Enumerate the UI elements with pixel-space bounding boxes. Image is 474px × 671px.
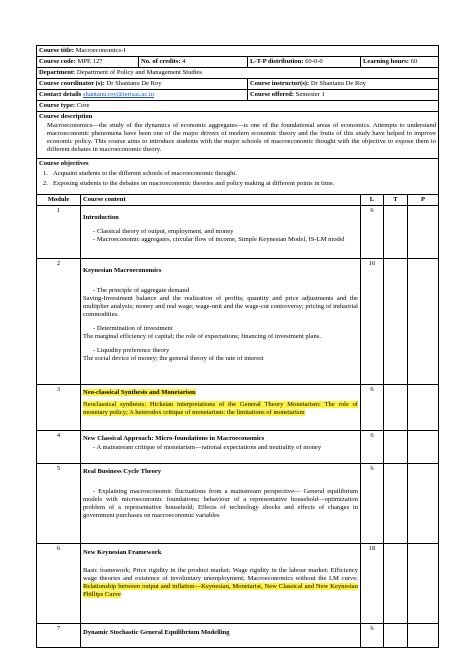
module-subtopic: - The principle of aggregate demand: [93, 287, 189, 295]
offered-label: Course offered:: [250, 91, 295, 99]
description-heading: Course description: [39, 113, 93, 121]
objective-item: 1. Acquaint students to the different schools of macroeconomic thought.: [43, 170, 237, 178]
course-meta-row: [37, 57, 439, 68]
department-value: Department of Policy and Management Studies: [76, 69, 202, 77]
module-lecture-hours: 18: [361, 544, 384, 624]
module-title: Dynamic Stochastic General Equilibrium Modelling: [83, 629, 230, 637]
p-column-header: P: [408, 195, 439, 206]
module-paragraph: Basic framework; Price rigidity in the product market; Wage rigidity in the labour market: Efficiency wage theories and existence of involuntary unemployment; Macroeconomics without the LM curve;: [83, 567, 358, 583]
module-paragraph: The social device of money; the general theory of the rate of interest: [83, 355, 264, 363]
course-code-value: MPE 127: [77, 58, 103, 66]
module-column-header: Module: [37, 195, 81, 206]
module-title: Introduction: [83, 214, 119, 222]
module-paragraph: Neoclassical synthesis: Hicksian interpretations of the General Theory Monetarism: The role of monetary policy; A heterodox critique of monetarism: the limitations of monetarism: [83, 401, 358, 417]
course-title-row: [37, 46, 439, 57]
module-lecture-hours: 6: [361, 624, 384, 648]
module-paragraph: Saving-Investment balance and the realization of profits; quantity and price adjustments and the multiplier analysis; money and real wage; wage-unit and the wage-cut controversy; pricing of industrial commodities.: [83, 295, 358, 319]
coordinator-value: Dr Shantanu De Roy: [106, 80, 162, 88]
credits-label: No. of credits:: [141, 58, 181, 66]
course-type-label: Course type:: [39, 102, 76, 110]
credits-value: 4: [182, 58, 186, 66]
module-subtopic: - Liquidity preference theory: [93, 347, 170, 355]
content-column-header: Course content: [81, 195, 361, 206]
course-title-label: Course title:: [39, 47, 74, 54]
learning-hours-label: Learning hours:: [363, 58, 409, 66]
course-type-row: [37, 101, 439, 112]
objectives-row: [37, 159, 439, 195]
module-lecture-hours: 6: [361, 464, 384, 544]
instructor-label: Course instructor(s):: [250, 80, 310, 88]
coordinator-row: [37, 79, 439, 90]
module-number: 1: [37, 206, 81, 259]
module-item: - Macroeconomic aggregates, circular flow of income, Simple Keynesian Model, IS-LM model: [93, 236, 345, 244]
module-subtopic: - Determination of investment: [93, 325, 173, 333]
learning-hours-value: 60: [410, 58, 418, 66]
module-row: [37, 206, 439, 259]
instructor-value: Dr Shantanu De Roy: [310, 80, 366, 88]
module-paragraph: - Explaining macroeconomic fluctuations from a mainstream perspective— General equilibrium models with microeconomic foundations; behaviour of a representative household—optimization problem of a representative household; Effects of technology shocks and effects of changes in government purchases on macroeconomic variables: [83, 488, 358, 520]
l-column-header: L: [361, 195, 384, 206]
module-item: - A mainstream critique of monetarism—rational expectations and neutrality of money: [93, 444, 322, 452]
module-row: [37, 544, 439, 624]
contact-label: Contact details: [39, 91, 82, 99]
module-title: New Classical Approach: Micro-foundations in Macroeconomics: [83, 435, 265, 443]
module-paragraph: The marginal efficiency of capital; the role of expectations; financing of investment plans.: [83, 333, 321, 341]
objective-item: 2. Exposing students to the debates on macroeconomic theories and policy making at different points in time.: [43, 180, 335, 188]
course-code-label: Course code:: [39, 58, 76, 66]
module-item: - Classical theory of output, employment, and money: [93, 228, 234, 236]
module-row: [37, 385, 439, 431]
module-lecture-hours: 6: [361, 206, 384, 259]
ltp-label: L-T-P distribution:: [250, 58, 304, 66]
module-number: 6: [37, 544, 81, 624]
course-type-value: Core: [76, 102, 90, 110]
coordinator-label: Course coordinator (s):: [39, 80, 105, 88]
description-text: Macroeconomics—the study of the dynamics of economic aggregates—is one of the foundational areas of economics. Attempts to understand macroeconomic phenomena have been one of the major drivers of modern economic theory and the fruits of this study have helped to improve economic policy. This course aims to introduce students with the major schools of macroeconomic thought with the objective to expose them to different debates in macroeconomic theory.: [47, 122, 437, 154]
module-number: 2: [37, 259, 81, 385]
module-lecture-hours: 6: [361, 385, 384, 431]
description-row: [37, 112, 439, 159]
course-table: [36, 45, 439, 648]
ltp-value: 60-0-0: [305, 58, 323, 66]
department-label: Department:: [39, 69, 76, 77]
module-highlighted-text: Relationship between output and inflation—Keynesian, Monetarist, New Classical and New Keynesian Phillips Curve: [83, 583, 358, 599]
module-number: 3: [37, 385, 81, 431]
offered-value: Semester 1: [295, 91, 325, 99]
module-number: 5: [37, 464, 81, 544]
content-header-row: [37, 195, 439, 206]
course-title-value: Macroeconomics-I: [75, 47, 126, 54]
module-title: New Keynesian Framework: [83, 549, 162, 557]
module-row: [37, 431, 439, 464]
module-number: 4: [37, 431, 81, 464]
module-row: [37, 259, 439, 385]
module-title: Neo-classical Synthesis and Monetarism: [83, 389, 196, 397]
objectives-heading: Course objectives: [39, 160, 89, 168]
t-column-header: T: [384, 195, 408, 206]
contact-email-link[interactable]: shantanu.roy@terisas.ac.in: [82, 91, 155, 99]
module-number: 7: [37, 624, 81, 648]
module-title: Real Business Cycle Theory: [83, 468, 162, 476]
objectives-list: [39, 170, 436, 188]
contact-row: [37, 90, 439, 101]
module-title: Keynesian Macroeconomics: [83, 267, 162, 275]
module-row: [37, 624, 439, 648]
module-row: [37, 464, 439, 544]
module-lecture-hours: 6: [361, 431, 384, 464]
department-row: [37, 68, 439, 79]
module-lecture-hours: 16: [361, 259, 384, 385]
